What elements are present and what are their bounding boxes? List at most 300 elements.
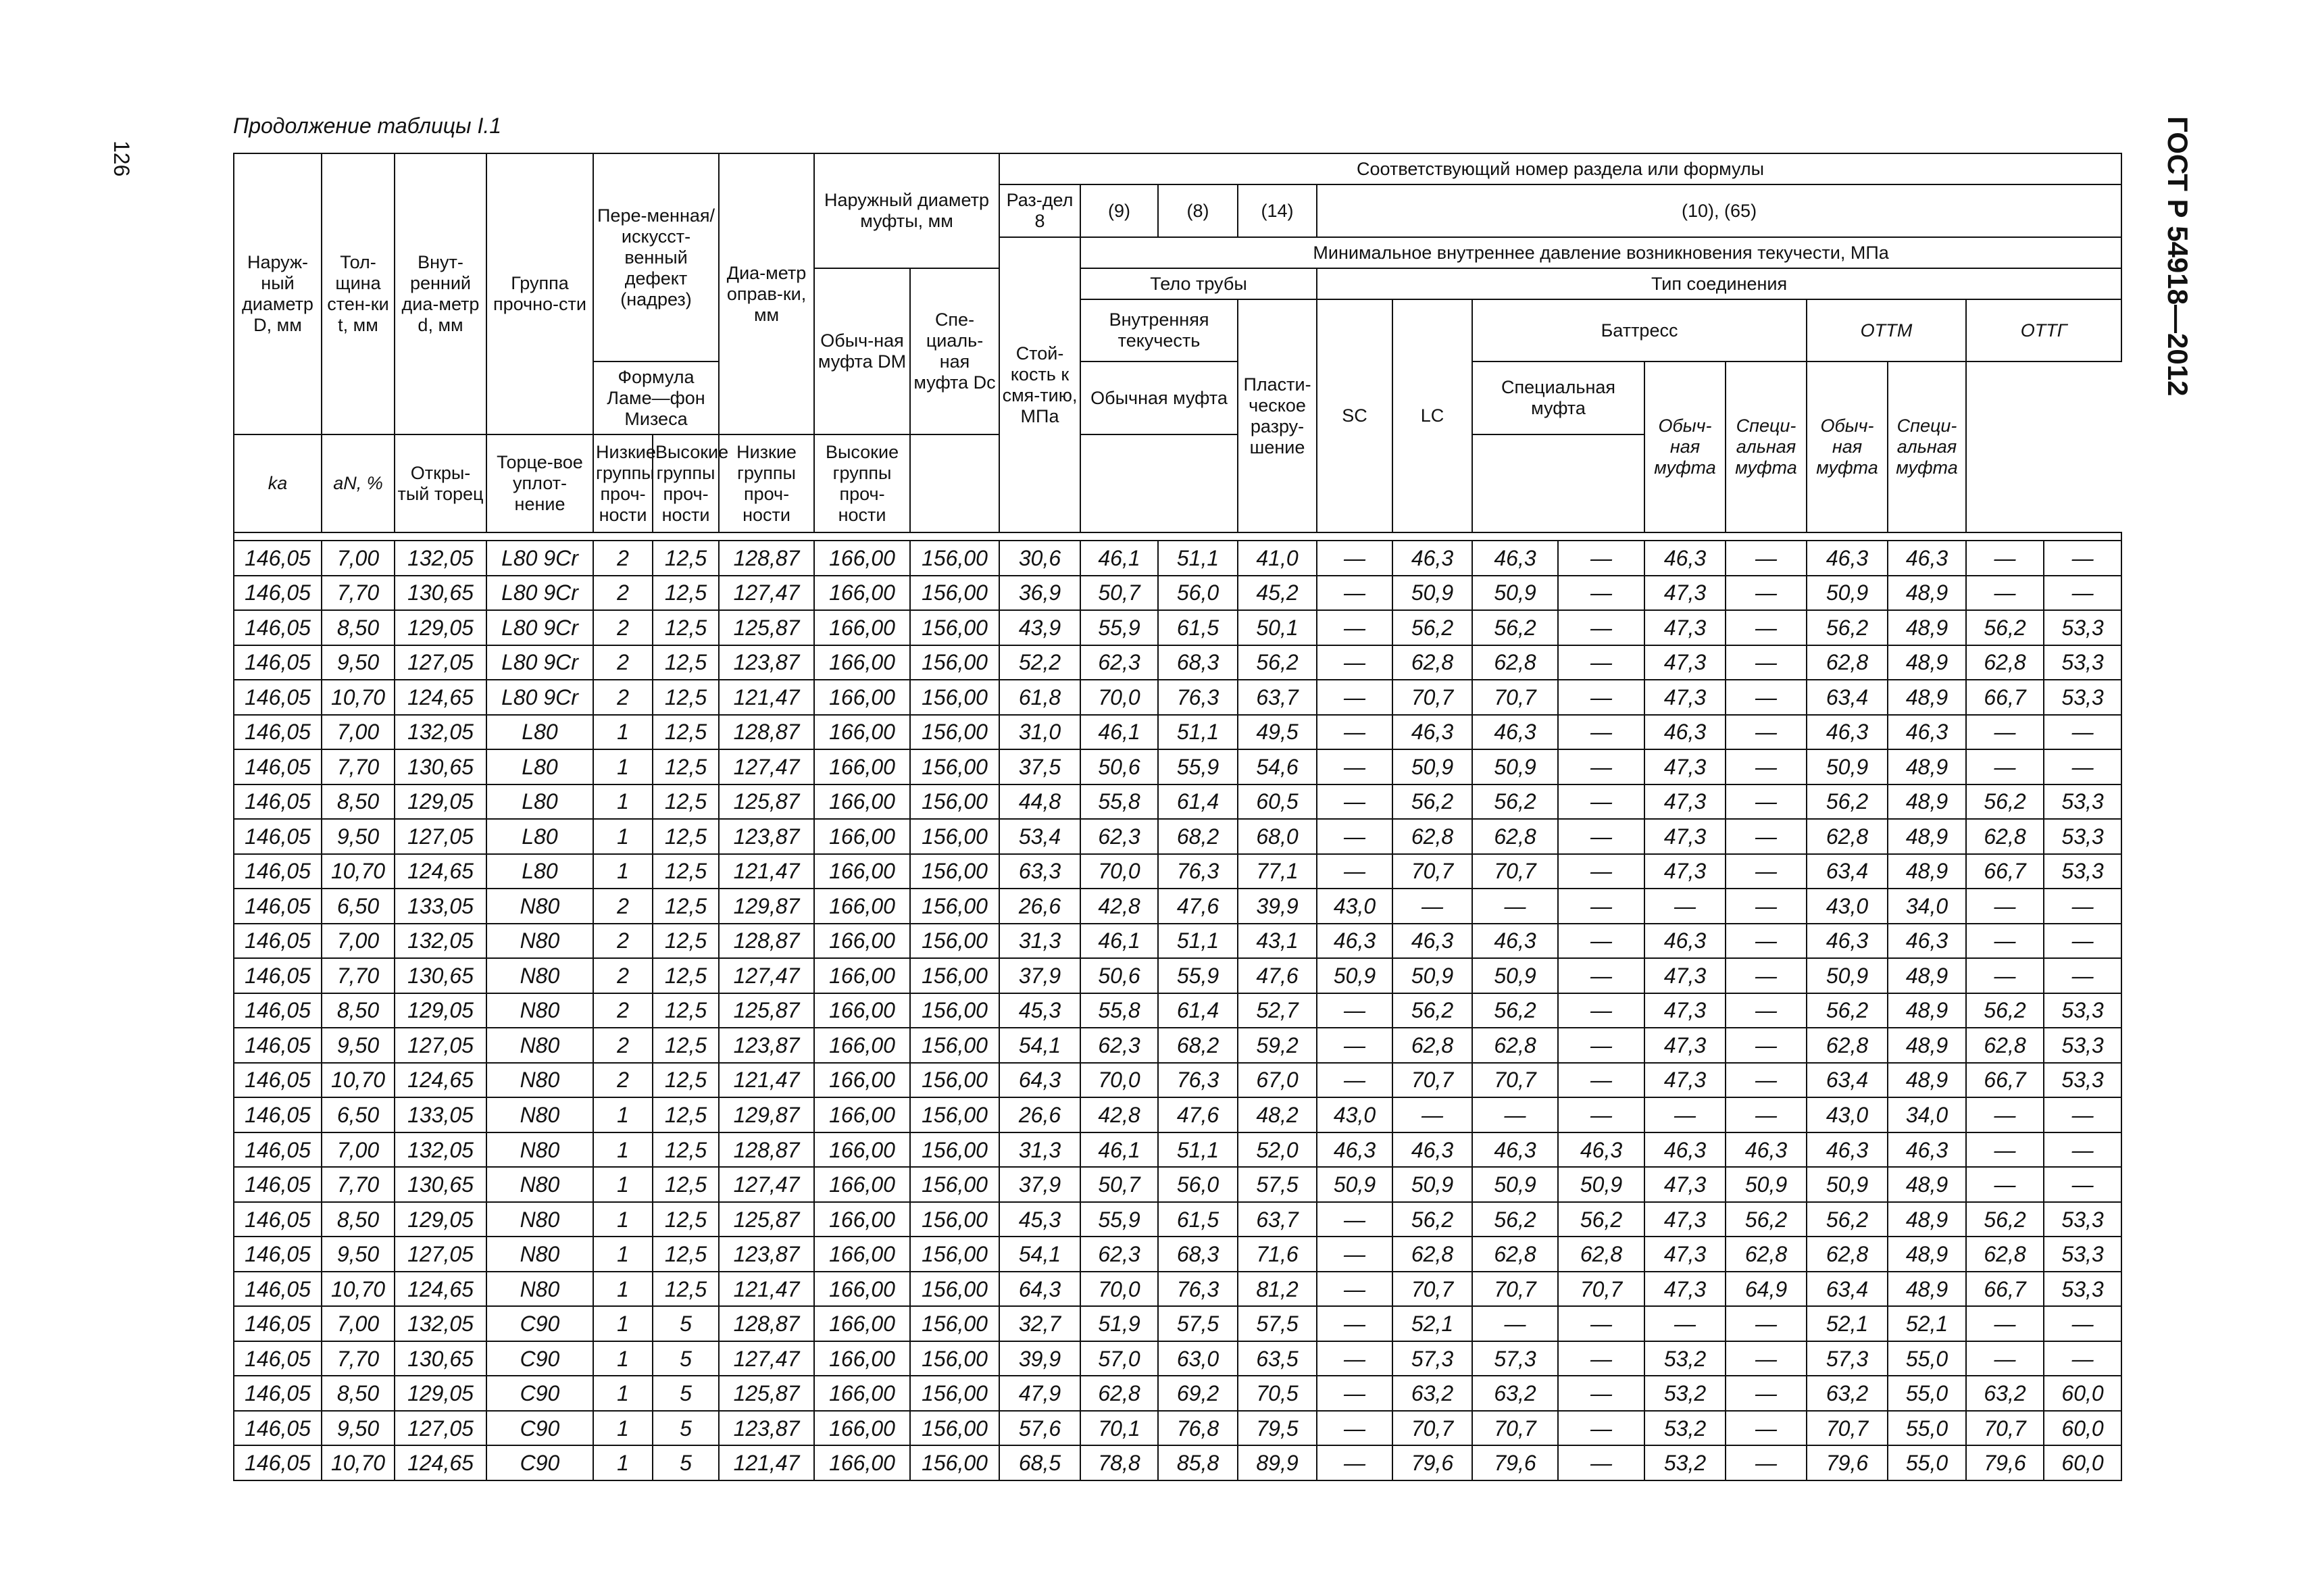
table-cell: 63,4 [1807, 680, 1888, 715]
table-cell: 10,70 [322, 1445, 395, 1480]
table-cell: — [1317, 1445, 1392, 1480]
table-cell: 129,05 [395, 784, 486, 820]
table-cell: 56,2 [1392, 610, 1472, 645]
table-cell: — [1558, 541, 1644, 576]
table-cell: N80 [486, 958, 593, 993]
table-cell: 10,70 [322, 854, 395, 889]
table-cell: 9,50 [322, 819, 395, 854]
table-cell: 48,9 [1888, 645, 1966, 680]
header-low-grade-label: Низкие группы проч-ности [596, 441, 656, 525]
table-cell: 12,5 [653, 715, 719, 750]
table-cell: 12,5 [653, 1237, 719, 1272]
header-ka [234, 434, 322, 532]
table-cell: 46,3 [1472, 715, 1558, 750]
table-cell: 42,8 [1080, 1097, 1158, 1132]
table-cell: 50,9 [1472, 1167, 1558, 1202]
table-cell: 49,5 [1238, 715, 1317, 750]
document-code: ГОСТ Р 54918—2012 [2162, 116, 2194, 397]
header-mandrel-label: Диа-метр оправ-ки, мм [726, 262, 807, 325]
table-cell: 62,8 [1807, 1237, 1888, 1272]
table-cell: — [1317, 854, 1392, 889]
table-cell: 1 [593, 1445, 653, 1480]
table-cell: — [1558, 993, 1644, 1028]
table-cell: 55,0 [1888, 1411, 1966, 1446]
table-cell: 89,9 [1238, 1445, 1317, 1480]
table-cell: 63,4 [1807, 854, 1888, 889]
table-cell: 146,05 [234, 1132, 322, 1168]
header-low-grade-special [719, 434, 814, 532]
table-cell: 56,2 [1966, 1202, 2044, 1237]
table-cell: 2 [593, 1028, 653, 1063]
table-row [234, 1306, 2121, 1341]
table-cell: 56,0 [1158, 576, 1238, 611]
table-cell: 128,87 [719, 924, 814, 959]
table-cell: 52,1 [1392, 1306, 1472, 1341]
table-cell: — [1726, 1341, 1807, 1376]
table-cell: 62,8 [1392, 1028, 1472, 1063]
table-cell: 50,6 [1080, 958, 1158, 993]
table-cell: 81,2 [1238, 1272, 1317, 1307]
table-cell: 54,6 [1238, 749, 1317, 784]
table-row [234, 541, 2121, 576]
table-cell: 6,50 [322, 1097, 395, 1132]
table-cell: 2 [593, 1063, 653, 1098]
table-cell: 62,3 [1080, 1028, 1158, 1063]
header-lame-mises-label: Формула Ламе—фон Мизеса [607, 366, 705, 429]
table-cell: — [1726, 924, 1807, 959]
table-cell: 36,9 [999, 576, 1080, 611]
table-cell: 79,5 [1238, 1411, 1317, 1446]
table-cell: 43,0 [1807, 889, 1888, 924]
header-end-seal-label: Торце-вое уплот-нение [497, 452, 583, 514]
table-row [234, 1445, 2121, 1480]
table-cell: 70,1 [1080, 1411, 1158, 1446]
table-cell: — [1726, 1306, 1807, 1341]
table-cell: 127,05 [395, 1237, 486, 1272]
table-cell: 46,3 [1888, 924, 1966, 959]
table-cell: 166,00 [814, 1341, 910, 1376]
table-cell: 7,00 [322, 924, 395, 959]
header-defect-label: Пере-менная/ искусст-венный дефект (надрез) [597, 205, 715, 309]
header-separator [234, 532, 2121, 541]
table-cell: 47,3 [1644, 784, 1726, 820]
table-cell: 156,00 [910, 1097, 999, 1132]
table-row [234, 993, 2121, 1028]
table-cell: 46,3 [1558, 1132, 1644, 1168]
table-cell: 166,00 [814, 1411, 910, 1446]
table-cell: L80 9Cr [486, 610, 593, 645]
table-cell: 53,3 [2044, 1202, 2121, 1237]
table-cell: 51,1 [1158, 924, 1238, 959]
table-cell: 9,50 [322, 645, 395, 680]
table-cell: 68,3 [1158, 645, 1238, 680]
table-cell: 48,9 [1888, 576, 1966, 611]
table-cell: 53,4 [999, 819, 1080, 854]
table-cell: 130,65 [395, 749, 486, 784]
table-cell: 146,05 [234, 958, 322, 993]
table-cell: 12,5 [653, 576, 719, 611]
table-cell: 50,9 [1392, 576, 1472, 611]
table-cell: 1 [593, 1132, 653, 1168]
table-cell: 70,7 [1392, 1272, 1472, 1307]
table-cell: 63,0 [1158, 1341, 1238, 1376]
table-cell: — [2044, 1132, 2121, 1168]
table-cell: 63,4 [1807, 1063, 1888, 1098]
table-cell: C90 [486, 1411, 593, 1446]
table-cell: — [1966, 541, 2044, 576]
table-cell: — [2044, 576, 2121, 611]
table-cell: 146,05 [234, 1202, 322, 1237]
table-cell: 70,0 [1080, 680, 1158, 715]
table-cell: 166,00 [814, 749, 910, 784]
header-formula-14-label: (14) [1261, 200, 1294, 221]
table-cell: 48,9 [1888, 1202, 1966, 1237]
table-cell: 127,05 [395, 645, 486, 680]
table-cell: 32,7 [999, 1306, 1080, 1341]
table-cell: — [1317, 645, 1392, 680]
table-cell: 1 [593, 1202, 653, 1237]
table-cell: — [1558, 749, 1644, 784]
header-ottg-special-label: Специ-альная муфта [1896, 416, 1958, 478]
table-cell: 62,8 [1966, 1028, 2044, 1063]
table-cell: N80 [486, 1063, 593, 1098]
table-cell: — [1966, 1132, 2044, 1168]
table-cell: 46,1 [1080, 541, 1158, 576]
table-row [234, 680, 2121, 715]
table-cell: 146,05 [234, 819, 322, 854]
table-cell: 9,50 [322, 1237, 395, 1272]
header-formula-9-label: (9) [1108, 200, 1131, 221]
table-cell: N80 [486, 889, 593, 924]
table-cell: 12,5 [653, 1028, 719, 1063]
header-section8-label: Раз-дел 8 [1006, 190, 1074, 231]
table-cell: 146,05 [234, 924, 322, 959]
header-formula-10-65-label: (10), (65) [1682, 200, 1757, 221]
header-strength-group [486, 153, 593, 434]
table-cell: 1 [593, 1376, 653, 1411]
table-cell: 124,65 [395, 1445, 486, 1480]
header-coupling-normal-label: Обыч-ная муфта DМ [818, 330, 907, 372]
table-cell: 53,3 [2044, 1028, 2121, 1063]
table-cell: C90 [486, 1376, 593, 1411]
table-cell: 1 [593, 1272, 653, 1307]
table-row [234, 1028, 2121, 1063]
header-defect [593, 153, 719, 361]
table-cell: 62,8 [1080, 1376, 1158, 1411]
table-cell: 125,87 [719, 1202, 814, 1237]
table-cell: 52,1 [1807, 1306, 1888, 1341]
table-cell: 48,9 [1888, 1063, 1966, 1098]
header-strength-group-label: Группа прочно-сти [493, 273, 586, 314]
header-section-title [999, 153, 2121, 184]
table-cell: L80 [486, 819, 593, 854]
table-cell: 56,2 [1807, 610, 1888, 645]
table-cell: 146,05 [234, 1411, 322, 1446]
table-cell: 37,5 [999, 749, 1080, 784]
table-cell: 7,70 [322, 958, 395, 993]
table-cell: 166,00 [814, 1445, 910, 1480]
table-cell: 156,00 [910, 576, 999, 611]
table-cell: 70,7 [1392, 854, 1472, 889]
table-cell: — [1317, 680, 1392, 715]
table-cell: 1 [593, 854, 653, 889]
table-cell: 48,9 [1888, 1167, 1966, 1202]
table-cell: 8,50 [322, 993, 395, 1028]
table-cell: 62,8 [1472, 1028, 1558, 1063]
table-cell: L80 [486, 784, 593, 820]
table-cell: 10,70 [322, 680, 395, 715]
header-section-title-label: Соответствующий номер раздела или формулы [1357, 158, 1765, 179]
table-cell: 46,3 [1472, 1132, 1558, 1168]
table-cell: 57,5 [1158, 1306, 1238, 1341]
table-cell: 166,00 [814, 680, 910, 715]
table-cell: — [1558, 889, 1644, 924]
header-ottm [1807, 299, 1966, 361]
table-cell: 5 [653, 1306, 719, 1341]
table-cell: 70,7 [1392, 680, 1472, 715]
table-cell: 57,3 [1392, 1341, 1472, 1376]
table-cell: 127,47 [719, 749, 814, 784]
table-cell: 146,05 [234, 1376, 322, 1411]
table-cell: 55,9 [1158, 749, 1238, 784]
table-cell: 146,05 [234, 1097, 322, 1132]
table-cell: 50,9 [1472, 576, 1558, 611]
table-cell: 70,0 [1080, 1063, 1158, 1098]
table-cell: 55,8 [1080, 993, 1158, 1028]
table-cell: 31,3 [999, 924, 1080, 959]
table-cell: N80 [486, 924, 593, 959]
table-cell: — [1726, 1063, 1807, 1098]
table-cell: 121,47 [719, 1272, 814, 1307]
table-cell: 62,8 [1807, 1028, 1888, 1063]
header-collapse [999, 237, 1080, 532]
table-cell: 53,3 [2044, 854, 2121, 889]
table-cell: 59,2 [1238, 1028, 1317, 1063]
header-buttress [1472, 299, 1807, 361]
table-cell: 60,0 [2044, 1376, 2121, 1411]
table-cell: 12,5 [653, 1202, 719, 1237]
table-cell: 31,0 [999, 715, 1080, 750]
table-cell: 68,2 [1158, 819, 1238, 854]
table-cell: — [1966, 1097, 2044, 1132]
table-cell: 166,00 [814, 1202, 910, 1237]
header-formula-10-65 [1317, 184, 2121, 237]
table-cell: — [1317, 993, 1392, 1028]
table-cell: 64,9 [1726, 1272, 1807, 1307]
table-cell: 34,0 [1888, 889, 1966, 924]
table-cell: 12,5 [653, 854, 719, 889]
table-cell: — [1966, 1341, 2044, 1376]
table-cell: 166,00 [814, 715, 910, 750]
table-cell: 121,47 [719, 1445, 814, 1480]
table-cell: 50,9 [1392, 958, 1472, 993]
table-cell: 56,2 [1807, 784, 1888, 820]
table-cell: C90 [486, 1306, 593, 1341]
table-cell: — [1317, 784, 1392, 820]
table-cell: 63,2 [1392, 1376, 1472, 1411]
table-cell: 56,2 [1966, 784, 2044, 820]
table-cell: 56,2 [1966, 610, 2044, 645]
table-cell: 50,9 [1807, 576, 1888, 611]
table-cell: 71,6 [1238, 1237, 1317, 1272]
table-cell: 124,65 [395, 854, 486, 889]
header-lame-mises [593, 361, 719, 434]
header-coupling-special-label: Спе-циаль-ная муфта Dс [913, 309, 996, 393]
table-cell: 128,87 [719, 1132, 814, 1168]
table-cell: 45,2 [1238, 576, 1317, 611]
header-plastic-failure [1238, 299, 1317, 532]
table-cell: N80 [486, 1028, 593, 1063]
table-cell: 53,3 [2044, 1272, 2121, 1307]
table-cell: 39,9 [999, 1341, 1080, 1376]
header-ottg-special [1888, 361, 1966, 532]
table-cell: 55,0 [1888, 1376, 1966, 1411]
table-cell: 46,3 [1888, 1132, 1966, 1168]
table-cell: 54,1 [999, 1028, 1080, 1063]
table-cell: 57,5 [1238, 1306, 1317, 1341]
table-cell: 50,9 [1726, 1167, 1807, 1202]
table-cell: 156,00 [910, 993, 999, 1028]
table-cell: 10,70 [322, 1272, 395, 1307]
table-cell: 125,87 [719, 993, 814, 1028]
table-cell: 166,00 [814, 1376, 910, 1411]
table-cell: 60,5 [1238, 784, 1317, 820]
table-cell: — [1726, 645, 1807, 680]
header-high-grade [653, 434, 729, 532]
table-cell: 156,00 [910, 1376, 999, 1411]
table-cell: 52,7 [1238, 993, 1317, 1028]
table-cell: 62,8 [1392, 1237, 1472, 1272]
table-cell: 123,87 [719, 1411, 814, 1446]
table-cell: 48,9 [1888, 993, 1966, 1028]
table-cell: — [2044, 958, 2121, 993]
table-cell: 12,5 [653, 645, 719, 680]
header-inner-diameter [395, 153, 486, 434]
table-row [234, 715, 2121, 750]
table-cell: L80 9Cr [486, 680, 593, 715]
table-cell: 53,3 [2044, 1063, 2121, 1098]
table-cell: 2 [593, 924, 653, 959]
table-cell: 64,3 [999, 1063, 1080, 1098]
header-buttress-normal [1080, 361, 1238, 434]
table-cell: 146,05 [234, 1272, 322, 1307]
table-cell: 50,9 [1317, 1167, 1392, 1202]
table-cell: 46,1 [1080, 715, 1158, 750]
table-cell: 5 [653, 1341, 719, 1376]
table-cell: 2 [593, 680, 653, 715]
table-cell: — [1317, 1306, 1392, 1341]
header-ottg-normal [1807, 361, 1888, 532]
table-cell: 37,9 [999, 1167, 1080, 1202]
table-cell: 156,00 [910, 749, 999, 784]
table-cell: 146,05 [234, 854, 322, 889]
table-cell: 146,05 [234, 1167, 322, 1202]
table-cell: 166,00 [814, 889, 910, 924]
table-cell: 50,9 [1472, 958, 1558, 993]
table-cell: — [1726, 1097, 1807, 1132]
table-cell: 12,5 [653, 680, 719, 715]
table-cell: N80 [486, 1167, 593, 1202]
table-cell: 55,9 [1080, 1202, 1158, 1237]
table-cell: 125,87 [719, 1376, 814, 1411]
table-cell: 60,0 [2044, 1445, 2121, 1480]
table-cell: — [1558, 1376, 1644, 1411]
table-cell: 166,00 [814, 1237, 910, 1272]
table-row [234, 749, 2121, 784]
table-cell: L80 [486, 715, 593, 750]
table-cell: 61,8 [999, 680, 1080, 715]
table-cell: 26,6 [999, 889, 1080, 924]
table-row [234, 1341, 2121, 1376]
table-cell: 47,3 [1644, 1237, 1726, 1272]
table-cell: — [1558, 1097, 1644, 1132]
table-row [234, 784, 2121, 820]
table-cell: — [1726, 854, 1807, 889]
table-cell: 1 [593, 1341, 653, 1376]
table-cell: 48,9 [1888, 749, 1966, 784]
table-cell: 146,05 [234, 715, 322, 750]
table-cell: 129,87 [719, 1097, 814, 1132]
table-cell: 166,00 [814, 610, 910, 645]
table-cell: 146,05 [234, 1306, 322, 1341]
table-cell: 56,2 [1472, 610, 1558, 645]
table-cell: 166,00 [814, 1306, 910, 1341]
table-cell: 166,00 [814, 541, 910, 576]
table-cell: 12,5 [653, 958, 719, 993]
table-row [234, 854, 2121, 889]
table-cell: 48,9 [1888, 1028, 1966, 1063]
table-cell: 123,87 [719, 819, 814, 854]
table-row [234, 819, 2121, 854]
table-cell: 50,9 [1472, 749, 1558, 784]
table-cell: 156,00 [910, 784, 999, 820]
header-buttress-label: Баттресс [1601, 320, 1678, 341]
table-cell: — [1726, 610, 1807, 645]
table-cell: 50,9 [1392, 1167, 1472, 1202]
table-cell: 56,2 [1558, 1202, 1644, 1237]
header-sc-label: SC [1342, 405, 1367, 426]
table-cell: 12,5 [653, 819, 719, 854]
table-cell: 76,3 [1158, 854, 1238, 889]
table-cell: L80 [486, 749, 593, 784]
table-cell: 70,7 [1392, 1063, 1472, 1098]
table-cell: N80 [486, 1237, 593, 1272]
table-cell: 66,7 [1966, 854, 2044, 889]
table-cell: — [1317, 1237, 1392, 1272]
header-outer-diameter-label: Наруж-ный диаметр D, мм [242, 252, 313, 335]
table-cell: 2 [593, 889, 653, 924]
table-cell: L80 9Cr [486, 576, 593, 611]
table-cell: — [1558, 819, 1644, 854]
table-cell: 63,4 [1807, 1272, 1888, 1307]
table-cell: 46,3 [1392, 715, 1472, 750]
table-cell: 70,7 [1472, 854, 1558, 889]
table-cell: 47,3 [1644, 610, 1726, 645]
table-row [234, 645, 2121, 680]
table-cell: 62,8 [1392, 819, 1472, 854]
table-cell: 12,5 [653, 610, 719, 645]
header-pipe-body-label: Тело трубы [1150, 273, 1247, 294]
table-cell: 56,2 [1472, 1202, 1558, 1237]
table-cell: 76,8 [1158, 1411, 1238, 1446]
table-cell: — [1726, 993, 1807, 1028]
table-cell: — [1472, 1306, 1558, 1341]
table-cell: 132,05 [395, 715, 486, 750]
table-cell: 5 [653, 1445, 719, 1480]
table-cell: 57,3 [1807, 1341, 1888, 1376]
table-row [234, 1132, 2121, 1168]
table-cell: 1 [593, 1237, 653, 1272]
